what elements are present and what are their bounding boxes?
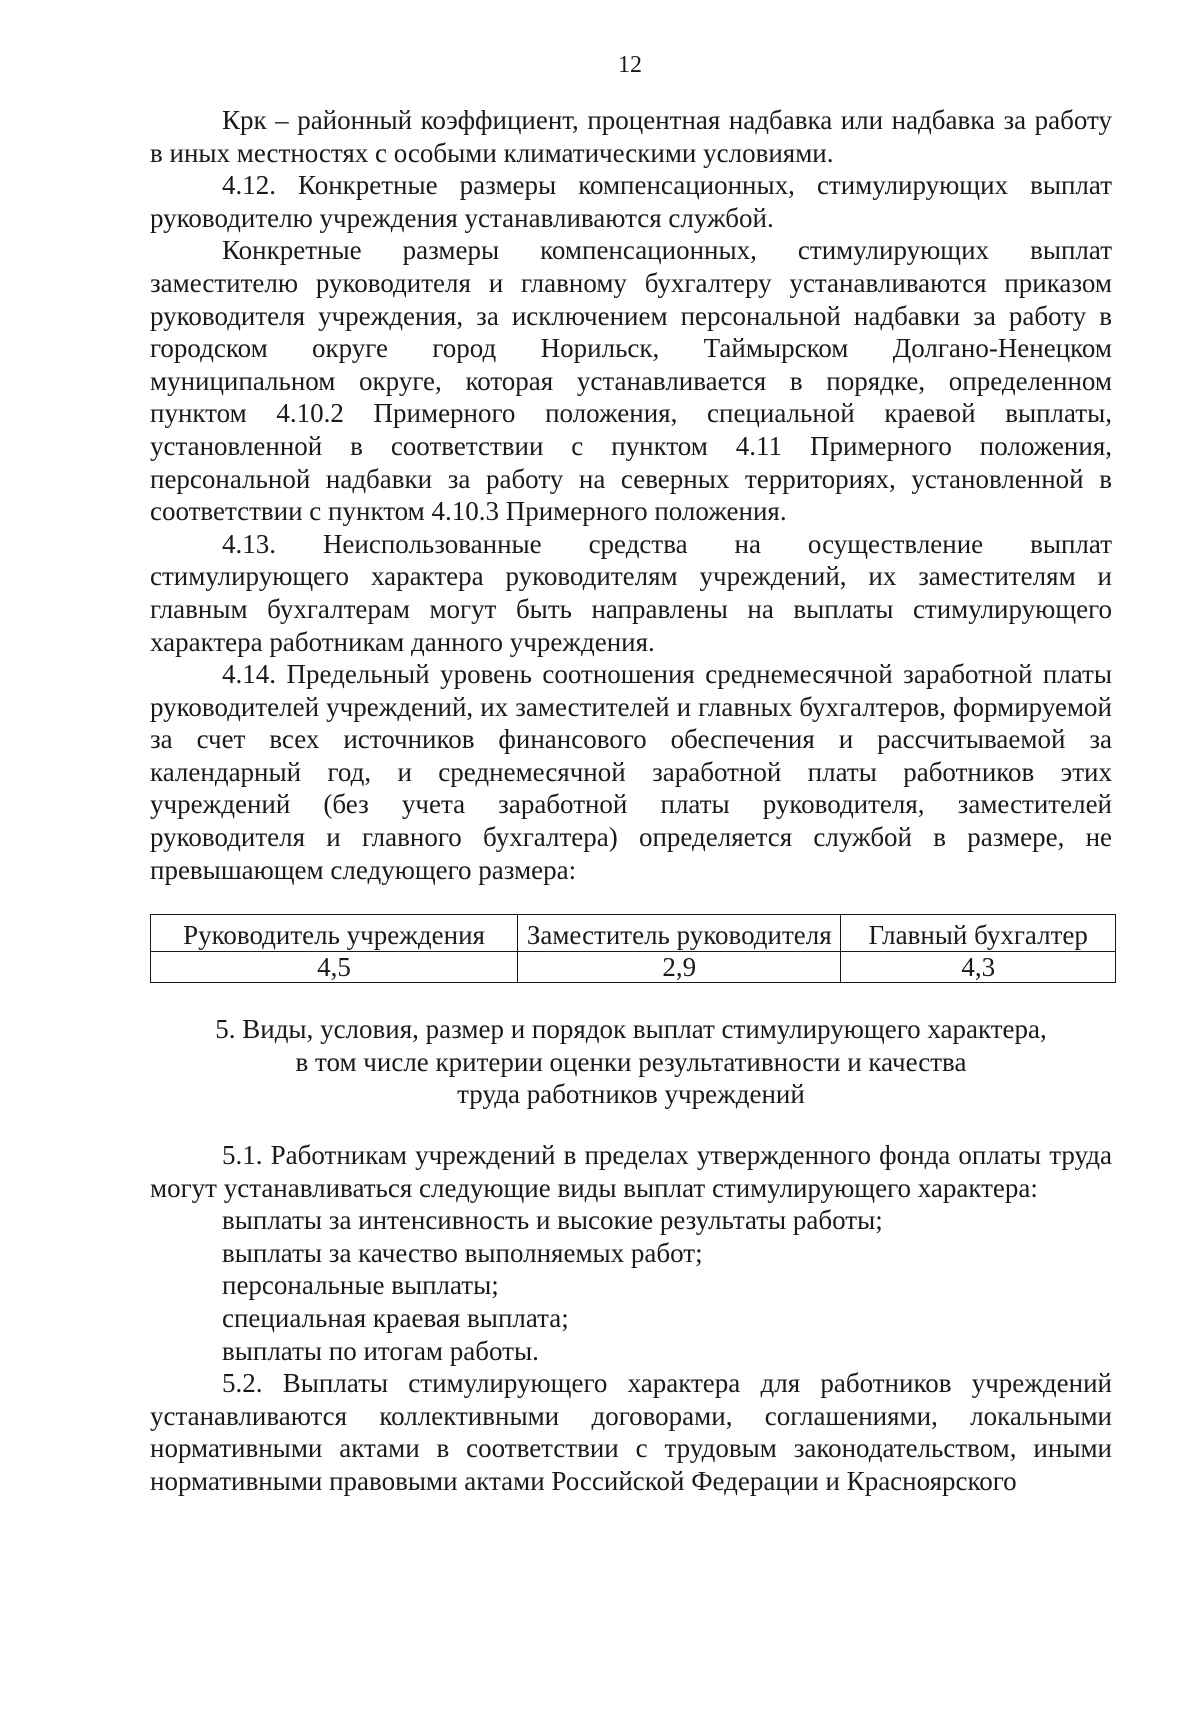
ratio-table [150, 914, 1116, 983]
list-item: выплаты за интенсивность и высокие результаты работы; [222, 1205, 883, 1236]
paragraph-5-2: 5.2. Выплаты стимулирующего характера для работников учреждений устанавливаются коллективными договорами, соглашениями, локальными нормативными актами в соответствии с трудовым законодательством, иными нормативными правовыми актами Российской Федерации и Красноярского [150, 1368, 1112, 1496]
table-row [151, 952, 1116, 983]
ratio-table-wrapper [150, 914, 1112, 983]
table-cell-head: 4,5 [151, 952, 518, 983]
table-header-head: Руководитель учреждения [151, 915, 518, 952]
list-item: специальная краевая выплата; [222, 1303, 569, 1333]
table-cell-accountant: 4,3 [841, 952, 1116, 983]
section-title-line: труда работников учреждений [457, 1079, 805, 1110]
table-header-deputy: Заместитель руководителя [518, 915, 841, 952]
document-body [150, 104, 1112, 1498]
section-title-line: в том числе критерии оценки результативности и качества [295, 1046, 967, 1077]
list-item: выплаты за качество выполняемых работ; [222, 1237, 703, 1268]
paragraph-krk: Крк – районный коэффициент, процентная надбавка или надбавка за работу в иных местностях с особыми климатическими условиями. [150, 105, 1112, 168]
table-header-accountant: Главный бухгалтер [841, 915, 1116, 952]
table-cell-deputy: 2,9 [518, 952, 841, 983]
paragraph-4-12: 4.12. Конкретные размеры компенсационных, стимулирующих выплат руководителю учреждения устанавливаются службой. [150, 170, 1112, 233]
table-header-row [151, 915, 1116, 952]
list-item: выплаты по итогам работы. [222, 1335, 539, 1366]
list-item: персональные выплаты; [222, 1270, 499, 1301]
page-number: 12 [618, 52, 642, 78]
section-title-line: 5. Виды, условия, размер и порядок выплат стимулирующего характера, [215, 1014, 1047, 1045]
paragraph-4-13: 4.13. Неиспользованные средства на осуществление выплат стимулирующего характера руководителям учреждений, их заместителям и главным бухгалтерам могут быть направлены на выплаты стимулирующего характера работникам данного учреждения. [150, 528, 1112, 657]
section-5-title [150, 1013, 1112, 1111]
paragraph-4-14: 4.14. Предельный уровень соотношения среднемесячной заработной платы руководителей учреждений, их заместителей и главных бухгалтеров, формируемой за счет всех источников финансового обеспечения и рассчитываемой за календарный год, и среднемесячной заработной платы работников этих учреждений (без учета заработной платы руководителя, заместителей руководителя и главного бухгалтера) определяется службой в размере, не превышающем следующего размера: [150, 659, 1112, 885]
paragraph-5-1: 5.1. Работникам учреждений в пределах утвержденного фонда оплаты труда могут устанавливаться следующие виды выплат стимулирующего характера: [150, 1140, 1112, 1203]
paragraph-4-12-cont: Конкретные размеры компенсационных, стимулирующих выплат заместителю руководителя и главному бухгалтеру устанавливаются приказом руководителя учреждения, за исключением персональной надбавки за работу в городском округе город Норильск, Таймырском Долгано-Ненецком муниципальном округе, которая устанавливается в порядке, определенном пунктом 4.10.2 Примерного положения, специальной краевой выплаты, установленной в соответствии с пунктом 4.11 Примерного положения, персональной надбавки за работу на северных территориях, установленной в соответствии с пунктом 4.10.3 Примерного положения. [150, 235, 1112, 527]
